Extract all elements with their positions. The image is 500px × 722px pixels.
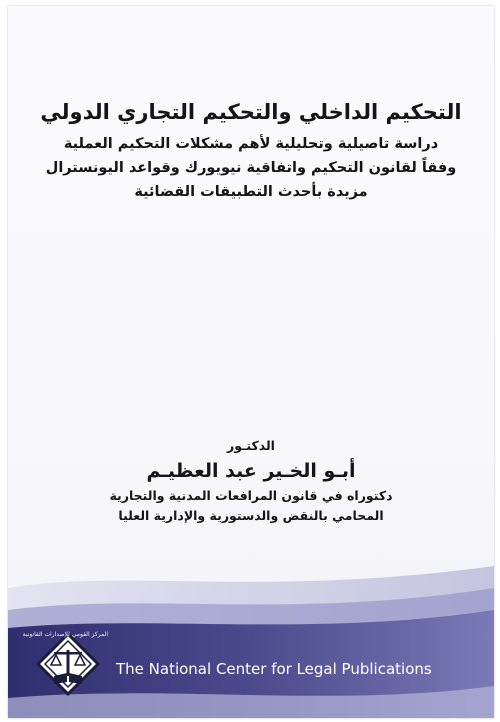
subtitle-line-2: وفقاً لقانون التحكيم واتفاقية نيويورك وقواعد اليونسترال (45, 160, 457, 176)
book-title: التحكيم الداخلي والتحكيم التجاري الدولي (40, 100, 462, 124)
author-credential-1: دكتوراه في قانون المرافعات المدنية والتجارية (109, 488, 393, 503)
logo-caption: المركز القومي للإصدارات القانونية (22, 631, 108, 638)
publisher-name: The National Center for Legal Publications (116, 660, 432, 678)
author-prefix: الدكتـور (227, 438, 275, 453)
book-scales-icon (36, 632, 100, 696)
subtitle-line-3: مزيدة بأحدث التطبيقات القضائية (134, 184, 368, 200)
title-block (8, 98, 494, 204)
author-credential-2: المحامي بالنقض والدستورية والإدارية العليا (118, 508, 384, 523)
author-block (8, 436, 494, 526)
subtitle-line-1: دراسة تاصيلية وتحليلية لأهم مشكلات التحكيم العملية (63, 136, 439, 152)
book-cover (8, 6, 494, 718)
author-name: أبـو الخـير عبد العظيـم (146, 460, 356, 482)
